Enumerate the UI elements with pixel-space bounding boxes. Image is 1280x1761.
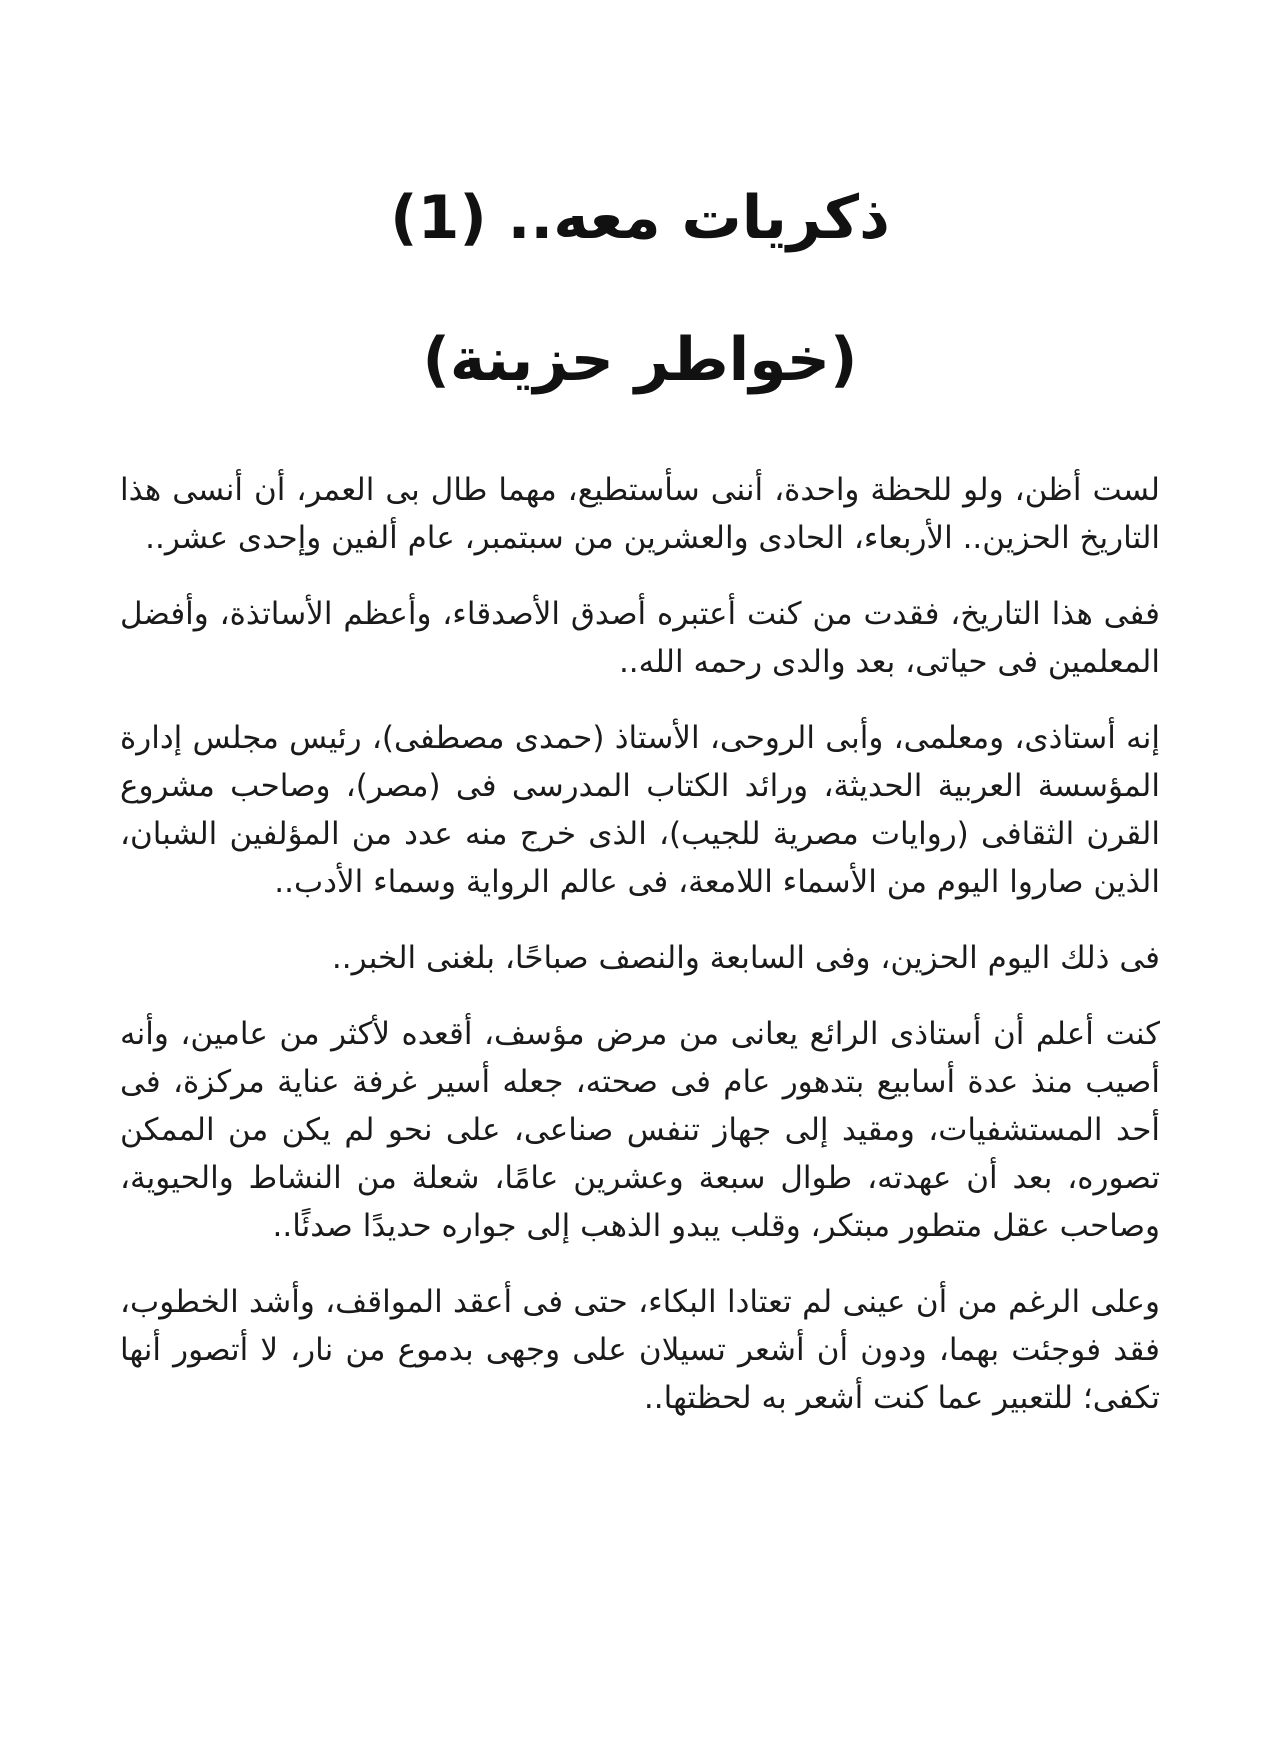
paragraph: لست أظن، ولو للحظة واحدة، أننى سأستطيع، مهما طال بى العمر، أن أنسى هذا التاريخ الحزين.. الأربعاء، الحادى والعشرين من سبتمبر، عام ألفين وإحدى عشر.. (120, 472, 1160, 556)
chapter-body (120, 466, 1160, 1450)
paragraph: فى ذلك اليوم الحزين، وفى السابعة والنصف صباحًا، بلغنى الخبر.. (331, 940, 1160, 976)
paragraph: كنت أعلم أن أستاذى الرائع يعانى من مرض مؤسف، أقعده لأكثر من عامين، وأنه أصيب منذ عدة أسابيع بتدهور عام فى صحته، جعله أسير غرفة عناية مركزة، فى أحد المستشفيات، ومقيد إلى جهاز تنفس صناعى، على نحو لم يكن من الممكن تصوره، بعد أن عهدته، طوال سبعة وعشرين عامًا، شعلة من النشاط والحيوية، وصاحب عقل متطور مبتكر، وقلب يبدو الذهب إلى جواره حديدًا صدئًا.. (120, 1016, 1160, 1244)
chapter-title: ذكريات معه.. (1) (390, 183, 890, 253)
chapter-subtitle: (خواطر حزينة) (422, 325, 858, 395)
paragraph: ففى هذا التاريخ، فقدت من كنت أعتبره أصدق الأصدقاء، وأعظم الأساتذة، وأفضل المعلمين فى حياتى، بعد والدى رحمه الله.. (120, 596, 1160, 680)
paragraph: وعلى الرغم من أن عينى لم تعتادا البكاء، حتى فى أعقد المواقف، وأشد الخطوب، فقد فوجئت بهما، ودون أن أشعر تسيلان على وجهى بدموع من نار، لا أتصور أنها تكفى؛ للتعبير عما كنت أشعر به لحظتها.. (120, 1284, 1160, 1416)
paragraph: إنه أستاذى، ومعلمى، وأبى الروحى، الأستاذ (حمدى مصطفى)، رئيس مجلس إدارة المؤسسة العربية الحديثة، ورائد الكتاب المدرسى فى (مصر)، وصاحب مشروع القرن الثقافى (روايات مصرية للجيب)، الذى خرج منه عدد من المؤلفين الشبان، الذين صاروا اليوم من الأسماء اللامعة، فى عالم الرواية وسماء الأدب.. (120, 720, 1160, 900)
